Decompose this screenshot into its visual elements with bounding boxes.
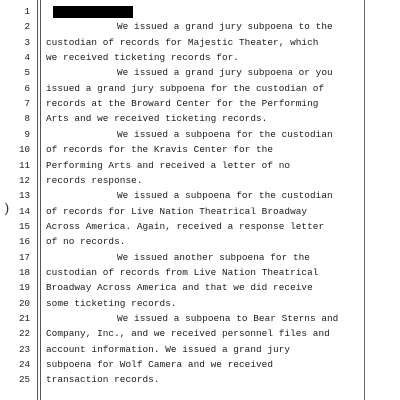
transcript-line-text: transaction records. — [46, 374, 160, 386]
line-number: 12 — [18, 174, 30, 186]
line-number: 19 — [18, 282, 30, 294]
line-number: 20 — [18, 297, 30, 309]
transcript-line-text: records at the Broward Center for the Performing — [46, 98, 319, 110]
line-number: 17 — [18, 251, 30, 263]
line-number: 7 — [24, 98, 30, 110]
transcript-line-text: We issued a subpoena for the custodian — [117, 190, 333, 202]
line-number: 10 — [18, 144, 30, 156]
line-number: 22 — [18, 328, 30, 340]
transcript-line-text: subpoena for Wolf Camera and we received — [46, 359, 274, 371]
redaction-box — [53, 6, 133, 18]
transcript-line-text: Performing Arts and received a letter of no — [46, 159, 291, 171]
line-number: 13 — [18, 190, 30, 202]
transcript-line-text: we received ticketing records for. — [46, 52, 239, 64]
transcript-line-text: Company, Inc., and we received personnel files and — [46, 328, 330, 340]
transcript-line-text: of records for Live Nation Theatrical Broadway — [46, 205, 308, 217]
transcript-line-text: of no records. — [46, 236, 126, 248]
line-number: 3 — [24, 36, 30, 48]
transcript-line-text: Arts and we received ticketing records. — [46, 113, 268, 125]
line-number: 11 — [18, 159, 30, 171]
line-number: 9 — [24, 128, 30, 140]
transcript-line-text: custodian of records from Live Nation Theatrical — [46, 266, 319, 278]
line-number: 5 — [24, 67, 30, 79]
line-number: 14 — [18, 205, 30, 217]
transcript-line-text: some ticketing records. — [46, 297, 177, 309]
line-number: 25 — [18, 374, 30, 386]
line-number: 24 — [18, 359, 30, 371]
line-number-column — [0, 0, 34, 400]
transcript-line-text: We issued a subpoena for the custodian — [117, 128, 333, 140]
transcript-line-text: custodian of records for Majestic Theater, which — [46, 36, 319, 48]
left-margin-rule — [37, 0, 38, 400]
line-number: 4 — [24, 52, 30, 64]
line-number: 23 — [18, 343, 30, 355]
line-number: 6 — [24, 82, 30, 94]
transcript-line-text: account information. We issued a grand jury — [46, 343, 291, 355]
transcript-line-text: We issued a grand jury subpoena or you — [117, 67, 333, 79]
line-number: 15 — [18, 220, 30, 232]
line-number: 1 — [24, 6, 30, 17]
line-number: 8 — [24, 113, 30, 125]
transcript-line-text: issued a grand jury subpoena for the custodian of — [46, 82, 325, 94]
line-number: 18 — [18, 266, 30, 278]
transcript-line-text: Broadway Across America and that we did receive — [46, 282, 313, 294]
margin-mark: ) — [4, 201, 10, 217]
left-margin-rule-inner — [40, 0, 41, 400]
line-number: 2 — [24, 21, 30, 33]
line-number: 16 — [18, 236, 30, 248]
transcript-line-text: We issued another subpoena for the — [117, 251, 310, 263]
transcript-line-text: records response. — [46, 174, 143, 186]
transcript-line-text: We issued a grand jury subpoena to the — [117, 21, 333, 33]
transcript-line-text: Across America. Again, received a response letter — [46, 220, 325, 232]
transcript-line-text: We issued a subpoena to Bear Sterns and — [117, 313, 339, 324]
transcript-line-text: of records for the Kravis Center for the — [46, 144, 274, 156]
line-number: 21 — [18, 313, 30, 324]
